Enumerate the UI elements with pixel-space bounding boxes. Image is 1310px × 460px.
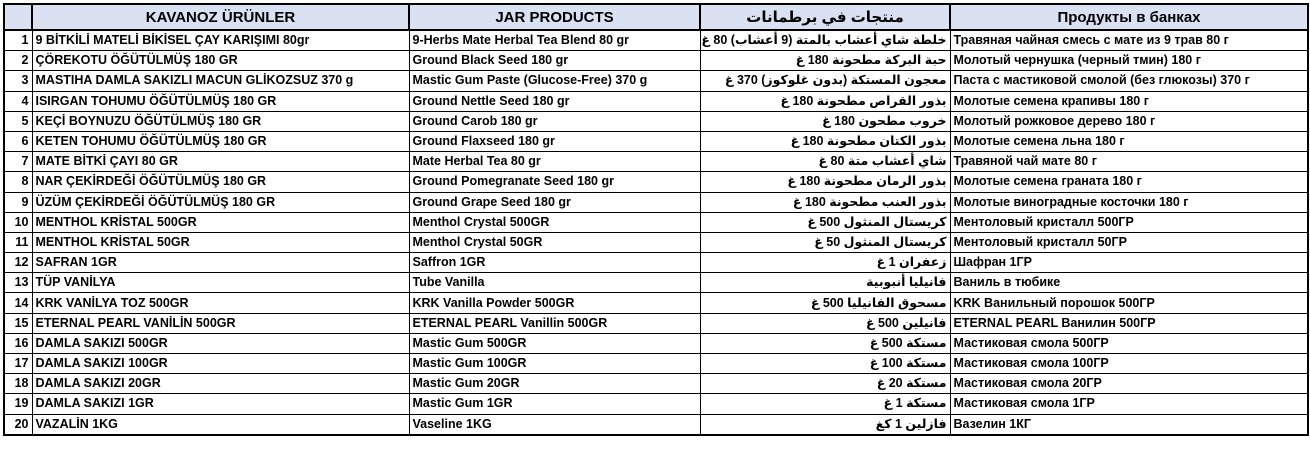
cell-arabic: مستكة 100 غ: [700, 354, 950, 374]
cell-arabic: بذور الكتان مطحونة 180 غ: [700, 131, 950, 151]
row-number: 3: [4, 71, 32, 91]
cell-arabic: بذور العنب مطحونة 180 غ: [700, 192, 950, 212]
cell-english: Saffron 1GR: [409, 253, 700, 273]
row-number: 19: [4, 394, 32, 414]
cell-english: Ground Nettle Seed 180 gr: [409, 91, 700, 111]
cell-turkish: MENTHOL KRİSTAL 500GR: [32, 212, 409, 232]
cell-english: Mastic Gum 100GR: [409, 354, 700, 374]
table-row: [4, 91, 1308, 111]
cell-turkish: SAFRAN 1GR: [32, 253, 409, 273]
table-row: [4, 253, 1308, 273]
cell-russian: Молотые виноградные косточки 180 г: [950, 192, 1308, 212]
cell-russian: Мастиковая смола 20ГР: [950, 374, 1308, 394]
cell-arabic: بذور القراص مطحونة 180 غ: [700, 91, 950, 111]
row-number: 15: [4, 313, 32, 333]
row-number: 5: [4, 111, 32, 131]
cell-arabic: حبة البركة مطحونة 180 غ: [700, 51, 950, 71]
cell-russian: Молотые семена льна 180 г: [950, 131, 1308, 151]
cell-english: Ground Grape Seed 180 gr: [409, 192, 700, 212]
cell-arabic: بذور الرمان مطحونة 180 غ: [700, 172, 950, 192]
cell-russian: Молотые семена граната 180 г: [950, 172, 1308, 192]
cell-turkish: TÜP VANİLYA: [32, 273, 409, 293]
cell-arabic: فانيلين 500 غ: [700, 313, 950, 333]
cell-turkish: DAMLA SAKIZI 500GR: [32, 333, 409, 353]
header-turkish: KAVANOZ ÜRÜNLER: [32, 4, 409, 30]
table-row: [4, 212, 1308, 232]
cell-english: Menthol Crystal 50GR: [409, 232, 700, 252]
table-row: [4, 192, 1308, 212]
table-row: [4, 394, 1308, 414]
cell-arabic: خلطة شاي أعشاب بالمتة (9 أعشاب) 80 غ: [700, 30, 950, 51]
table-row: [4, 293, 1308, 313]
cell-russian: Молотый рожковое дерево 180 г: [950, 111, 1308, 131]
header-russian: Продукты в банках: [950, 4, 1308, 30]
cell-turkish: ÇÖREKOTU ÖĞÜTÜLMÜŞ 180 GR: [32, 51, 409, 71]
table-row: [4, 273, 1308, 293]
cell-turkish: MATE BİTKİ ÇAYI 80 GR: [32, 152, 409, 172]
cell-english: ETERNAL PEARL Vanillin 500GR: [409, 313, 700, 333]
header-row: [4, 4, 1308, 30]
cell-turkish: NAR ÇEKİRDEĞİ ÖĞÜTÜLMÜŞ 180 GR: [32, 172, 409, 192]
row-number: 4: [4, 91, 32, 111]
table-row: [4, 354, 1308, 374]
cell-english: Menthol Crystal 500GR: [409, 212, 700, 232]
cell-arabic: كريستال المنثول 500 غ: [700, 212, 950, 232]
cell-english: Mastic Gum 20GR: [409, 374, 700, 394]
table-row: [4, 232, 1308, 252]
row-number: 16: [4, 333, 32, 353]
table-row: [4, 333, 1308, 353]
row-number: 18: [4, 374, 32, 394]
row-number: 14: [4, 293, 32, 313]
cell-turkish: MENTHOL KRİSTAL 50GR: [32, 232, 409, 252]
table-row: [4, 71, 1308, 91]
product-table: [3, 3, 1309, 436]
row-number: 8: [4, 172, 32, 192]
table-row: [4, 172, 1308, 192]
cell-arabic: مسحوق الفانيليا 500 غ: [700, 293, 950, 313]
row-number: 9: [4, 192, 32, 212]
row-number: 7: [4, 152, 32, 172]
row-number: 1: [4, 30, 32, 51]
cell-russian: Шафран 1ГР: [950, 253, 1308, 273]
cell-russian: Ментоловый кристалл 50ГР: [950, 232, 1308, 252]
cell-turkish: ISIRGAN TOHUMU ÖĞÜTÜLMÜŞ 180 GR: [32, 91, 409, 111]
cell-russian: ETERNAL PEARL Ванилин 500ГР: [950, 313, 1308, 333]
cell-russian: Ментоловый кристалл 500ГР: [950, 212, 1308, 232]
cell-english: Mastic Gum 1GR: [409, 394, 700, 414]
cell-russian: Мастиковая смола 100ГР: [950, 354, 1308, 374]
table-body: [4, 30, 1308, 435]
cell-english: Ground Pomegranate Seed 180 gr: [409, 172, 700, 192]
cell-arabic: زعفران 1 غ: [700, 253, 950, 273]
cell-turkish: 9 BİTKİLİ MATELİ BİKİSEL ÇAY KARIŞIMI 80gr: [32, 30, 409, 51]
cell-english: Vaseline 1KG: [409, 414, 700, 435]
row-number: 17: [4, 354, 32, 374]
cell-english: Ground Flaxseed 180 gr: [409, 131, 700, 151]
header-english: JAR PRODUCTS: [409, 4, 700, 30]
cell-turkish: DAMLA SAKIZI 1GR: [32, 394, 409, 414]
cell-russian: Травяной чай мате 80 г: [950, 152, 1308, 172]
cell-arabic: شاي أعشاب متة 80 غ: [700, 152, 950, 172]
row-number: 11: [4, 232, 32, 252]
table-row: [4, 374, 1308, 394]
header-number: [4, 4, 32, 30]
cell-arabic: فانيليا أنبوبية: [700, 273, 950, 293]
table-row: [4, 30, 1308, 51]
table-row: [4, 313, 1308, 333]
cell-russian: Мастиковая смола 500ГР: [950, 333, 1308, 353]
table-row: [4, 414, 1308, 435]
cell-arabic: مستكة 500 غ: [700, 333, 950, 353]
cell-arabic: خروب مطحون 180 غ: [700, 111, 950, 131]
row-number: 12: [4, 253, 32, 273]
table-row: [4, 152, 1308, 172]
cell-turkish: ETERNAL PEARL VANİLİN 500GR: [32, 313, 409, 333]
header-arabic: منتجات في برطمانات: [700, 4, 950, 30]
cell-arabic: فازلين 1 كغ: [700, 414, 950, 435]
row-number: 13: [4, 273, 32, 293]
cell-english: Ground Carob 180 gr: [409, 111, 700, 131]
row-number: 2: [4, 51, 32, 71]
cell-russian: Молотые семена крапивы 180 г: [950, 91, 1308, 111]
cell-english: Tube Vanilla: [409, 273, 700, 293]
cell-turkish: VAZALİN 1KG: [32, 414, 409, 435]
cell-russian: KRK Ванильный порошок 500ГР: [950, 293, 1308, 313]
cell-turkish: MASTIHA DAMLA SAKIZLI MACUN GLİKOZSUZ 370 g: [32, 71, 409, 91]
row-number: 10: [4, 212, 32, 232]
cell-turkish: KRK VANİLYA TOZ 500GR: [32, 293, 409, 313]
cell-turkish: DAMLA SAKIZI 100GR: [32, 354, 409, 374]
cell-arabic: كريستال المنثول 50 غ: [700, 232, 950, 252]
cell-english: KRK Vanilla Powder 500GR: [409, 293, 700, 313]
cell-russian: Травяная чайная смесь с мате из 9 трав 80 г: [950, 30, 1308, 51]
cell-russian: Ваниль в тюбике: [950, 273, 1308, 293]
table-row: [4, 131, 1308, 151]
row-number: 6: [4, 131, 32, 151]
table-row: [4, 111, 1308, 131]
cell-english: Ground Black Seed 180 gr: [409, 51, 700, 71]
cell-turkish: KETEN TOHUMU ÖĞÜTÜLMÜŞ 180 GR: [32, 131, 409, 151]
cell-english: Mastic Gum Paste (Glucose-Free) 370 g: [409, 71, 700, 91]
cell-russian: Паста с мастиковой смолой (без глюкозы) 370 г: [950, 71, 1308, 91]
cell-english: 9-Herbs Mate Herbal Tea Blend 80 gr: [409, 30, 700, 51]
cell-turkish: KEÇİ BOYNUZU ÖĞÜTÜLMÜŞ 180 GR: [32, 111, 409, 131]
cell-english: Mate Herbal Tea 80 gr: [409, 152, 700, 172]
product-table-container: [3, 3, 1307, 436]
cell-english: Mastic Gum 500GR: [409, 333, 700, 353]
cell-turkish: DAMLA SAKIZI 20GR: [32, 374, 409, 394]
table-row: [4, 51, 1308, 71]
cell-arabic: مستكة 1 غ: [700, 394, 950, 414]
row-number: 20: [4, 414, 32, 435]
cell-arabic: معجون المستكة (بدون غلوكوز) 370 غ: [700, 71, 950, 91]
cell-russian: Молотый чернушка (черный тмин) 180 г: [950, 51, 1308, 71]
cell-russian: Мастиковая смола 1ГР: [950, 394, 1308, 414]
cell-turkish: ÜZÜM ÇEKİRDEĞİ ÖĞÜTÜLMÜŞ 180 GR: [32, 192, 409, 212]
cell-arabic: مستكة 20 غ: [700, 374, 950, 394]
cell-russian: Вазелин 1КГ: [950, 414, 1308, 435]
